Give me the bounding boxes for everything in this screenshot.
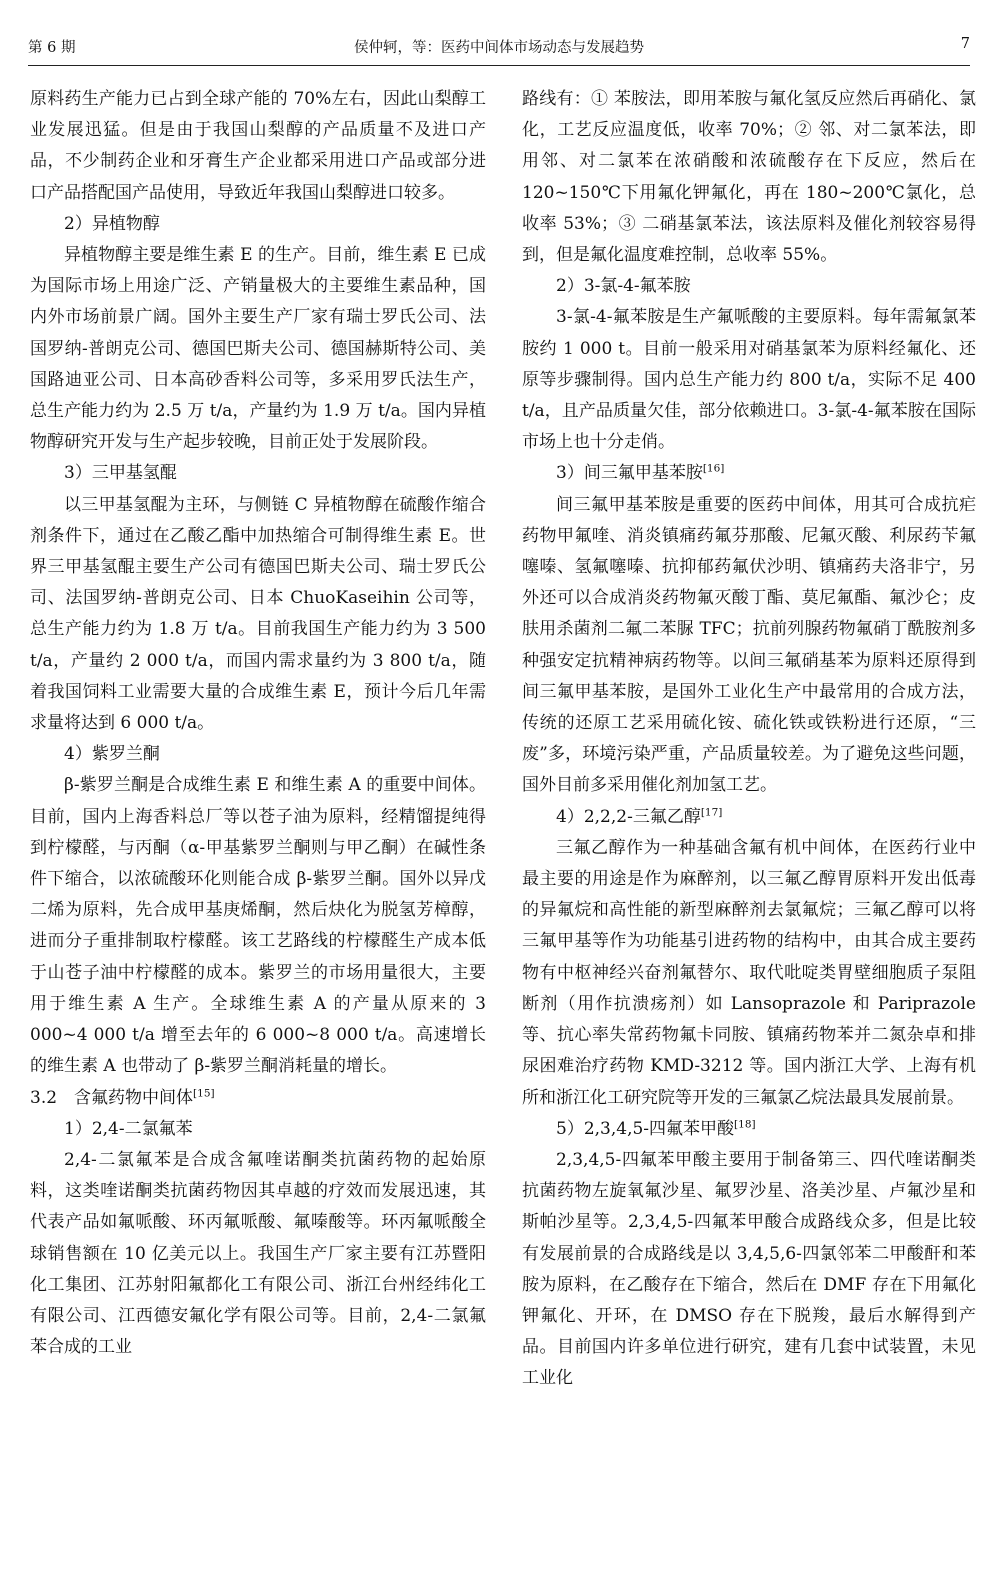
subsection-heading xyxy=(522,1114,976,1145)
running-header xyxy=(28,30,970,60)
header-rule xyxy=(28,65,970,66)
subsection-heading-text: 3）三甲基氢醌 xyxy=(64,463,177,484)
body-paragraph-text: β-紫罗兰酮是合成维生素 E 和维生素 A 的重要中间体。目前，国内上海香料总厂等以苍子油为原料，经精馏提纯得到柠檬醛，与丙酮（α-甲基紫罗兰酮则与甲乙酮）在碱性条件下缩合，以浓硫酸环化则能合成 β-紫罗兰酮。国外以异戊二烯为原料，先合成甲基庚烯酮，然后炔化为脱氢芳樟醇，进而分子重排制取柠檬醛。该工艺路线的柠檬醛生产成本低于山苍子油中柠檬醛的成本。紫罗兰的市场用量很大，主要用于维生素 A 生产。全球维生素 A 的产量从原来的 3 000~4 000 t/a 增至去年的 6 000~8 000 t/a。高速增长的维生素 A 也带动了 β-紫罗兰酮消耗量的增长。 xyxy=(30,775,486,1077)
citation-ref: [18] xyxy=(734,1118,756,1131)
subsection-heading-text: 4）紫罗兰酮 xyxy=(64,744,160,765)
body-paragraph xyxy=(30,240,486,458)
body-paragraph-text: 以三甲基氢醌为主环，与侧链 C 异植物醇在硫酸作缩合剂条件下，通过在乙酸乙酯中加热缩合可制得维生素 E。世界三甲基氢醌主要生产公司有德国巴斯夫公司、瑞士罗氏公司、法国罗纳-普朗克公司、日本 ChuoKaseihin 公司等，总生产能力约为 1.8 万 t/a。目前我国生产能力约为 3 500 t/a，产量约 2 000 t/a，而国内需求量约为 3 800 t/a，随着我国饲料工业需要大量的合成维生素 E，预计今后几年需求量将达到 6 000 t/a。 xyxy=(30,494,486,734)
continued-paragraph-text: 路线有：① 苯胺法，即用苯胺与氟化氢反应然后再硝化、氯化，工艺反应温度低，收率 70%；② 邻、对二氯苯法，即用邻、对二氯苯在浓硝酸和浓硫酸存在下反应，然后在 120~150℃下用氟化钾氟化，再在 180~200℃氯化，总收率 53%；③ 二硝基氯苯法，该法原料及催化剂较容易得到，但是氟化温度难控制，总收率 55%。 xyxy=(522,89,976,266)
subsection-heading xyxy=(30,739,486,770)
body-paragraph-text: 2,3,4,5-四氟苯甲酸主要用于制备第三、四代喹诺酮类抗菌药物左旋氧氟沙星、氟罗沙星、洛美沙星、卢氟沙星和斯帕沙星等。2,3,4,5-四氟苯甲酸合成路线众多，但是比较有发展前景的合成路线是以 3,4,5,6-四氯邻苯二甲酸酐和苯胺为原料，在乙酸存在下缩合，然后在 DMF 存在下用氟化钾氟化、开环，在 DMSO 存在下脱羧，最后水解得到产品。目前国内许多单位进行研究，建有几套中试装置，未见工业化 xyxy=(522,1149,976,1389)
body-paragraph xyxy=(30,490,486,740)
body-paragraph xyxy=(30,770,486,1082)
subsection-heading xyxy=(30,1114,486,1145)
section-heading-text: 3.2 含氟药物中间体 xyxy=(30,1087,194,1108)
citation-ref: [15] xyxy=(193,1086,215,1099)
subsection-heading-text: 3）间三氟甲基苯胺 xyxy=(556,463,703,484)
body-paragraph xyxy=(30,1145,486,1363)
subsection-heading xyxy=(522,802,976,833)
subsection-heading-text: 5）2,3,4,5-四氟苯甲酸 xyxy=(556,1118,735,1139)
right-column xyxy=(522,84,976,1395)
issue-number: 第 6 期 xyxy=(28,40,76,56)
body-paragraph xyxy=(522,490,976,802)
subsection-heading xyxy=(30,209,486,240)
page-number: 7 xyxy=(960,36,970,52)
subsection-heading xyxy=(30,458,486,489)
body-paragraph-text: 3-氯-4-氟苯胺是生产氟哌酸的主要原料。每年需氟氯苯胺约 1 000 t。目前一般采用对硝基氯苯为原料经氟化、还原等步骤制得。国内总生产能力约 800 t/a，实际不足 400 t/a，且产品质量欠佳，部分依赖进口。3-氯-4-氟苯胺在国际市场上也十分走俏。 xyxy=(522,307,976,453)
body-paragraph-text: 异植物醇主要是维生素 E 的生产。目前，维生素 E 已成为国际市场上用途广泛、产销量极大的主要维生素品种，国内外市场前景广阔。国外主要生产厂家有瑞士罗氏公司、法国罗纳-普朗克公司、德国巴斯夫公司、德国赫斯特公司、美国路迪亚公司、日本高砂香料公司等，多采用罗氏法生产，总生产能力约为 2.5 万 t/a，产量约为 1.9 万 t/a。国内异植物醇研究开发与生产起步较晚，目前正处于发展阶段。 xyxy=(30,245,486,453)
citation-ref: [17] xyxy=(700,806,723,819)
subsection-heading-text: 4）2,2,2-三氟乙醇 xyxy=(556,806,701,827)
section-heading xyxy=(30,1083,486,1114)
body-paragraph xyxy=(522,1145,976,1395)
continued-paragraph-text: 原料药生产能力已占到全球产能的 70%左右，因此山梨醇工业发展迅猛。但是由于我国山梨醇的产品质量不及进口产品，不少制药企业和牙膏生产企业都采用进口产品或部分进口产品搭配国产品使用，导致近年我国山梨醇进口较多。 xyxy=(30,89,486,203)
body-paragraph xyxy=(522,833,976,1114)
continued-paragraph xyxy=(522,84,976,271)
citation-ref: [16] xyxy=(702,462,725,475)
subsection-heading-text: 2）异植物醇 xyxy=(64,213,160,234)
body-paragraph-text: 间三氟甲基苯胺是重要的医药中间体，用其可合成抗疟药物甲氟喹、消炎镇痛药氟芬那酸、尼氟灭酸、利尿药苄氟噻嗪、氢氟噻嗪、抗抑郁药氟伏沙明、镇痛药夫洛非宁，另外还可以合成消炎药物氟灭酸丁酯、莫尼氟酯、氟沙仑；皮肤用杀菌剂二氟二苯脲 TFC；抗前列腺药物氟硝丁酰胺剂多种强安定抗精神病药物等。以间三氟硝基苯为原料还原得到间三氟甲基苯胺，是国外工业化生产中最常用的合成方法，传统的还原工艺采用硫化铵、硫化铁或铁粉进行还原，“三废”多，环境污染严重，产品质量较差。为了避免这些问题，国外目前多采用催化剂加氢工艺。 xyxy=(522,494,976,796)
running-title: 侯仲轲，等：医药中间体市场动态与发展趋势 xyxy=(354,40,644,56)
body-paragraph-text: 2,4-二氯氟苯是合成含氟喹诺酮类抗菌药物的起始原料，这类喹诺酮类抗菌药物因其卓越的疗效而发展迅速，其代表产品如氟哌酸、环丙氟哌酸、氟嗪酸等。环丙氟哌酸全球销售额在 10 亿美元以上。我国生产厂家主要有江苏暨阳化工集团、江苏射阳氟都化工有限公司、浙江台州经纬化工有限公司、江西德安氟化学有限公司等。目前，2,4-二氯氟苯合成的工业 xyxy=(30,1149,486,1358)
subsection-heading-text: 1）2,4-二氯氟苯 xyxy=(64,1118,193,1139)
left-column xyxy=(30,84,486,1363)
body-paragraph-text: 三氟乙醇作为一种基础含氟有机中间体，在医药行业中最主要的用途是作为麻醉剂，以三氟乙醇胃原料开发出低毒的异氟烷和高性能的新型麻醉剂去氯氟烷；三氟乙醇可以将三氟甲基等作为功能基引进药物的结构中，由其合成主要药物有中枢神经兴奋剂氟替尔、取代吡啶类胃壁细胞质子泵阻断剂（用作抗溃疡剂）如 Lansoprazole 和 Pariprazole 等、抗心率失常药物氟卡同胺、镇痛药物苯并二氮杂卓和排尿困难治疗药物 KMD-3212 等。国内浙江大学、上海有机所和浙江化工研究院等开发的三氟氯乙烷法最具发展前景。 xyxy=(522,837,976,1108)
subsection-heading xyxy=(522,271,976,302)
subsection-heading xyxy=(522,458,976,489)
subsection-heading-text: 2）3-氯-4-氟苯胺 xyxy=(556,276,691,297)
continued-paragraph xyxy=(30,84,486,209)
body-paragraph xyxy=(522,302,976,458)
